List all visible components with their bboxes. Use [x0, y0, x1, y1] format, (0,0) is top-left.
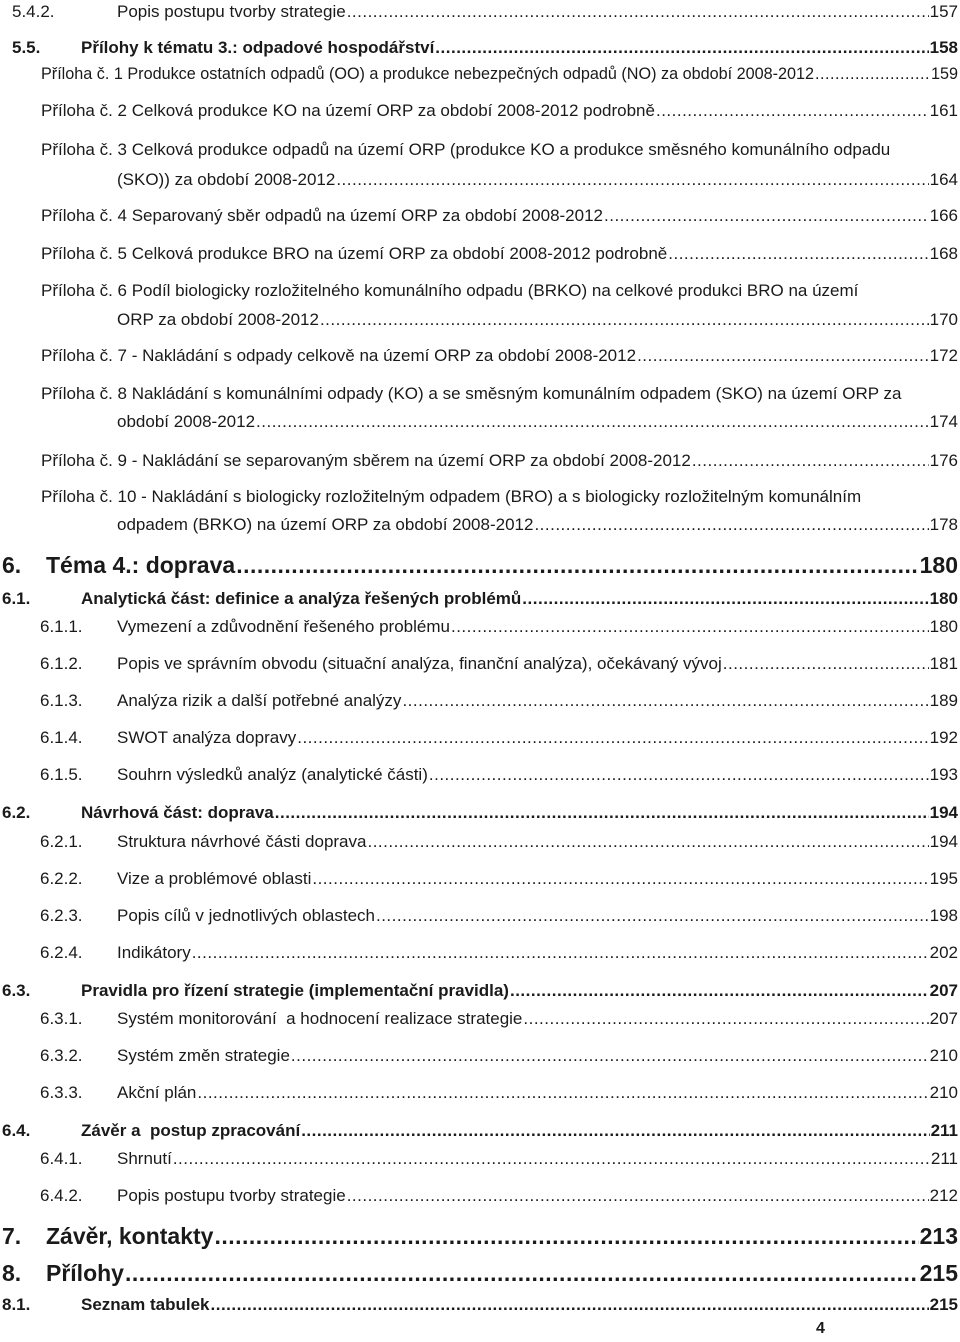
toc-page: 202	[929, 943, 958, 962]
toc-title: Přílohy	[46, 1260, 124, 1286]
toc-title: Struktura návrhové části doprava	[117, 832, 367, 851]
toc-number: 6.	[2, 552, 22, 578]
toc-page: 159	[930, 65, 958, 83]
toc-page: 198	[929, 906, 958, 925]
toc-number: 6.2.2.	[40, 869, 83, 888]
toc-title: Příloha č. 9 - Nakládání se separovaným sběrem na území ORP za období 2008-2012	[41, 451, 691, 470]
toc-page: 193	[929, 765, 958, 784]
toc-title: Souhrn výsledků analýz (analytické části)	[117, 765, 428, 784]
toc-page: 180	[929, 617, 958, 636]
toc-page: 194	[929, 832, 958, 851]
toc-page: 192	[929, 728, 958, 747]
toc-page: 207	[929, 1009, 958, 1028]
toc-title: Systém monitorování a hodnocení realizace strategie	[117, 1009, 523, 1028]
toc-title-continued: (SKO)) za období 2008-2012	[117, 170, 336, 189]
dot-leader	[236, 552, 918, 578]
toc-page: 215	[919, 1260, 958, 1286]
toc-title: Popis ve správním obvodu (situační analýza, finanční analýza), očekávaný vývoj	[117, 654, 722, 673]
toc-page: 195	[929, 869, 958, 888]
toc-page: 181	[929, 654, 958, 673]
toc-number: 6.4.2.	[40, 1186, 83, 1205]
dot-leader	[435, 38, 928, 58]
toc-number: 6.2.1.	[40, 832, 83, 851]
toc-title: Příloha č. 10 - Nakládání s biologicky rozložitelným odpadem (BRO) a s biologicky rozložitelným komunálním	[41, 487, 862, 506]
toc-number: 6.1.	[2, 589, 31, 608]
toc-page: 164	[929, 170, 958, 189]
dot-leader	[723, 654, 929, 674]
dot-leader	[367, 832, 928, 852]
dot-leader	[604, 206, 929, 226]
toc-number: 5.5.	[12, 38, 41, 57]
toc-page: 176	[929, 451, 958, 470]
toc-title-continued: ORP za období 2008-2012	[117, 310, 319, 329]
toc-number: 6.3.3.	[40, 1083, 83, 1102]
dot-leader	[523, 1009, 928, 1029]
toc-number: 8.1.	[2, 1295, 31, 1314]
toc-page: 210	[929, 1083, 958, 1102]
dot-leader	[256, 412, 929, 432]
toc-title: Příloha č. 6 Podíl biologicky rozložitelného komunálního odpadu (BRKO) na celkové produkci BRO na území	[41, 281, 859, 300]
dot-leader	[312, 869, 928, 889]
toc-title: Příloha č. 5 Celková produkce BRO na území ORP za období 2008-2012 podrobně	[41, 244, 668, 263]
toc-page: 157	[929, 2, 958, 21]
toc-title-continued: odpadem (BRKO) na území ORP za období 2008-2012	[117, 515, 534, 534]
toc-title: Seznam tabulek	[81, 1295, 210, 1314]
toc-page: 194	[929, 803, 958, 822]
toc-title: Popis postupu tvorby strategie	[117, 2, 346, 21]
toc-title-continued: období 2008-2012	[117, 412, 256, 431]
toc-title: SWOT analýza dopravy	[117, 728, 297, 747]
dot-leader	[347, 2, 929, 22]
dot-leader	[637, 346, 929, 366]
dot-leader	[211, 1295, 929, 1315]
toc-title: Popis postupu tvorby strategie	[117, 1186, 346, 1205]
toc-number: 6.2.3.	[40, 906, 83, 925]
toc-title: Příloha č. 2 Celková produkce KO na území ORP za období 2008-2012 podrobně	[41, 101, 655, 120]
toc-title: Vymezení a zdůvodnění řešeného problému	[117, 617, 450, 636]
toc-number: 5.4.2.	[12, 2, 55, 21]
toc-page: 211	[930, 1121, 958, 1140]
dot-leader	[192, 943, 929, 963]
toc-page: 161	[929, 101, 958, 120]
dot-leader	[534, 515, 928, 535]
toc-number: 6.3.1.	[40, 1009, 83, 1028]
toc-title: Akční plán	[117, 1083, 197, 1102]
toc-number: 6.3.	[2, 981, 31, 1000]
toc-title: Analytická část: definice a analýza řešených problémů	[81, 589, 522, 608]
toc-title: Popis cílů v jednotlivých oblastech	[117, 906, 375, 925]
toc-title: Příloha č. 8 Nakládání s komunálními odpady (KO) a se směsným komunálním odpadem (SKO) na území ORP za	[41, 384, 902, 403]
toc-number: 6.4.	[2, 1121, 31, 1140]
toc-page: 166	[929, 206, 958, 225]
toc-page: 168	[929, 244, 958, 263]
toc-title: Příloha č. 3 Celková produkce odpadů na území ORP (produkce KO a produkce směsného komunálního odpadu	[41, 140, 891, 159]
toc-title: Shrnutí	[117, 1149, 172, 1168]
dot-leader	[297, 728, 928, 748]
toc-page: 170	[929, 310, 958, 329]
dot-leader	[429, 765, 929, 785]
toc-page: 215	[929, 1295, 958, 1314]
dot-leader	[291, 1046, 929, 1066]
dot-leader	[125, 1260, 919, 1286]
toc-page: 210	[929, 1046, 958, 1065]
dot-leader	[320, 310, 929, 330]
dot-leader	[301, 1121, 929, 1141]
dot-leader	[214, 1223, 918, 1249]
toc-number: 6.3.2.	[40, 1046, 83, 1065]
dot-leader	[692, 451, 929, 471]
toc-page: 158	[929, 38, 958, 57]
toc-title: Téma 4.: doprava	[46, 552, 236, 578]
toc-title: Závěr, kontakty	[46, 1223, 214, 1249]
dot-leader	[336, 170, 928, 190]
toc-page: 211	[930, 1149, 958, 1168]
toc-page: 174	[929, 412, 958, 431]
toc-number: 6.1.1.	[40, 617, 83, 636]
toc-page: 207	[929, 981, 958, 1000]
toc-page: 213	[919, 1223, 958, 1249]
toc-number: 6.4.1.	[40, 1149, 83, 1168]
toc-title: Příloha č. 1 Produkce ostatních odpadů (OO) a produkce nebezpečných odpadů (NO) za období 2008-2012	[41, 65, 814, 83]
dot-leader	[451, 617, 929, 637]
toc-title: Příloha č. 4 Separovaný sběr odpadů na území ORP za období 2008-2012	[41, 206, 604, 225]
toc-number: 6.1.2.	[40, 654, 83, 673]
toc-number: 6.1.4.	[40, 728, 83, 747]
dot-leader	[656, 101, 929, 121]
dot-leader	[347, 1186, 929, 1206]
toc-number: 6.2.4.	[40, 943, 83, 962]
dot-leader	[402, 691, 928, 711]
toc-title: Systém změn strategie	[117, 1046, 290, 1065]
toc-title: Pravidla pro řízení strategie (implementační pravidla)	[81, 981, 509, 1000]
toc-number: 6.2.	[2, 803, 31, 822]
toc-page: 189	[929, 691, 958, 710]
toc-title: Indikátory	[117, 943, 191, 962]
toc-number: 6.1.5.	[40, 765, 83, 784]
dot-leader	[815, 64, 930, 84]
page-number: 4	[816, 1320, 825, 1337]
dot-leader	[522, 589, 928, 609]
toc-page: 212	[929, 1186, 958, 1205]
toc-page: 180	[919, 552, 958, 578]
toc-page: 180	[929, 589, 958, 608]
dot-leader	[376, 906, 929, 926]
dot-leader	[173, 1149, 930, 1169]
dot-leader	[275, 803, 929, 823]
toc-title: Přílohy k tématu 3.: odpadové hospodářství	[81, 38, 435, 57]
dot-leader	[197, 1083, 928, 1103]
toc-title: Návrhová část: doprava	[81, 803, 274, 822]
toc-title: Závěr a postup zpracování	[81, 1121, 301, 1140]
dot-leader	[510, 981, 929, 1001]
toc-number: 6.1.3.	[40, 691, 83, 710]
toc-title: Analýza rizik a další potřebné analýzy	[117, 691, 402, 710]
toc-number: 7.	[2, 1223, 22, 1249]
toc-number: 8.	[2, 1260, 22, 1286]
toc-title: Příloha č. 7 - Nakládání s odpady celkově na území ORP za období 2008-2012	[41, 346, 637, 365]
dot-leader	[668, 244, 928, 264]
toc-page: 172	[929, 346, 958, 365]
toc-title: Vize a problémové oblasti	[117, 869, 312, 888]
toc-page: 178	[929, 515, 958, 534]
